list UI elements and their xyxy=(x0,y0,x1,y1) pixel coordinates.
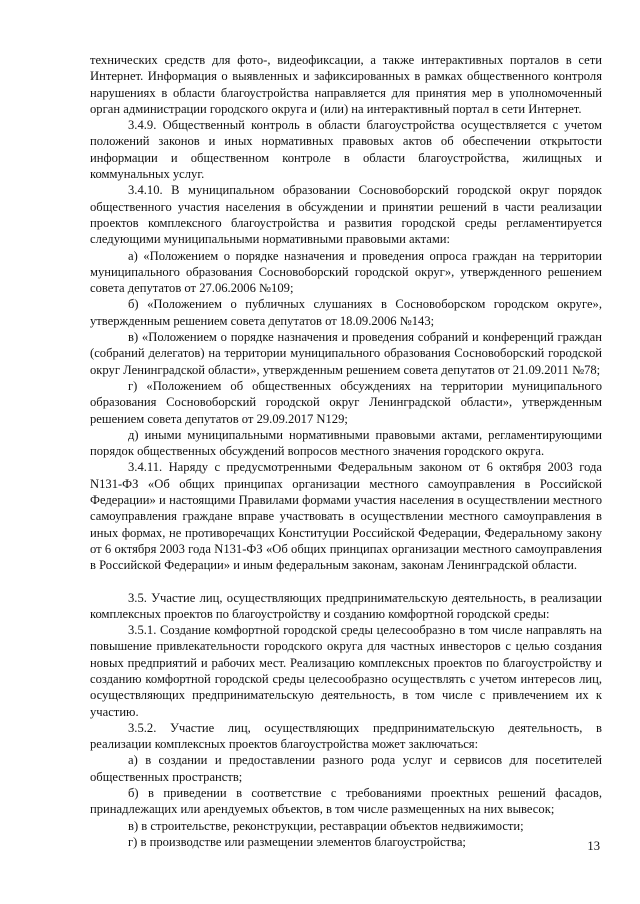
paragraph-3-5-1: 3.5.1. Создание комфортной городской среды целесообразно в том числе направлять на повышение привлекательности городского округа для частных инвесторов с целью создания новых предприятий и рабочих мест. Реализацию комплексных проектов по благоустройству и созданию комфортной городской среды целесообразно осуществлять с учетом интересов лиц, осуществляющих предпринимательскую деятельность, в том числе с привлечением их к участию. xyxy=(90,623,602,719)
paragraph-3-4-9: 3.4.9. Общественный контроль в области благоустройства осуществляется с учетом положений законов и иных нормативных правовых актов об обеспечении открытости информации и общественном контроле в области благоустройства, жилищных и коммунальных услуг. xyxy=(90,118,602,182)
list-item-b: б) «Положением о публичных слушаниях в Сосновоборском городском округе», утвержденным решением совета депутатов от 18.09.2006 №143; xyxy=(90,297,602,328)
paragraph-intro-continuation: технических средств для фото-, видеофиксации, а также интерактивных порталов в сети Интернет. Информация о выявленных и зафиксированных в рамках общественного контроля нарушениях в области благоустройства направляется для принятия мер в уполномоченный орган администрации городского округа и (или) на интерактивный портал в сети Интернет. xyxy=(90,53,602,116)
paragraph-3-4-11: 3.4.11. Наряду с предусмотренными Федеральным законом от 6 октября 2003 года N131-ФЗ «Об общих принципах организации местного самоуправления в Российской Федерации» и настоящими Правилами формами участия населения в осуществлении местного самоуправления граждане вправе участвовать в осуществлении местного самоуправления в иных формах, не противоречащих Конституции Российской Федерации, Федеральному закону от 6 октября 2003 года N131-ФЗ «Об общих принципах организации местного самоуправления в Российской Федерации» и иным федеральным законам, законам Ленинградской области. xyxy=(90,460,602,573)
list-item-d: д) иными муниципальными нормативными правовыми актами, регламентирующими порядок общественных обсуждений вопросов местного значения городского округа. xyxy=(90,427,602,459)
list-item-a-2: а) в создании и предоставлении разного рода услуг и сервисов для посетителей общественных пространств; xyxy=(90,753,602,784)
list-item-a: а) «Положением о порядке назначения и проведения опроса граждан на территории муниципального образования Сосновоборский городской округ», утвержденного решением совета депутатов от 27.06.2006 №109; xyxy=(90,248,602,296)
paragraph-3-4-10: 3.4.10. В муниципальном образовании Сосновоборский городской округ порядок общественного участия населения в обсуждении и принятии решений в части реализации проектов комплексного благоустройства и развития городской среды регламентируется следующими муниципальными нормативными правовыми актами: xyxy=(90,183,602,247)
list-item-g: г) «Положением об общественных обсуждениях на территории муниципального образования Сосновоборский городской округ Ленинградской области», утвержденным решением совета депутатов от 29.09.2017 N129; xyxy=(90,378,602,426)
document-page xyxy=(90,52,602,850)
paragraph-3-5-2: 3.5.2. Участие лиц, осуществляющих предпринимательскую деятельность, в реализации комплексных проектов благоустройства может заключаться: xyxy=(90,720,602,752)
list-item-v: в) «Положением о порядке назначения и проведения собраний и конференций граждан (собраний делегатов) на территории муниципального образования Сосновоборский городской округ Ленинградской области», утвержденным решением совета депутатов от 21.09.2011 №78; xyxy=(90,330,602,377)
page-number: 13 xyxy=(587,839,600,853)
list-item-b-2: б) в приведении в соответствие с требованиями проектных решений фасадов, принадлежащих или арендуемых объектов, в том числе размещенных на них вывесок; xyxy=(90,786,602,817)
list-item-v-2: в) в строительстве, реконструкции, реставрации объектов недвижимости; xyxy=(128,818,524,833)
list-item-g-2: г) в производстве или размещении элементов благоустройства; xyxy=(128,834,466,849)
paragraph-3-5-heading: 3.5. Участие лиц, осуществляющих предпринимательскую деятельность, в реализации комплексных проектов по благоустройству и созданию комфортной городской среды: xyxy=(90,590,602,621)
